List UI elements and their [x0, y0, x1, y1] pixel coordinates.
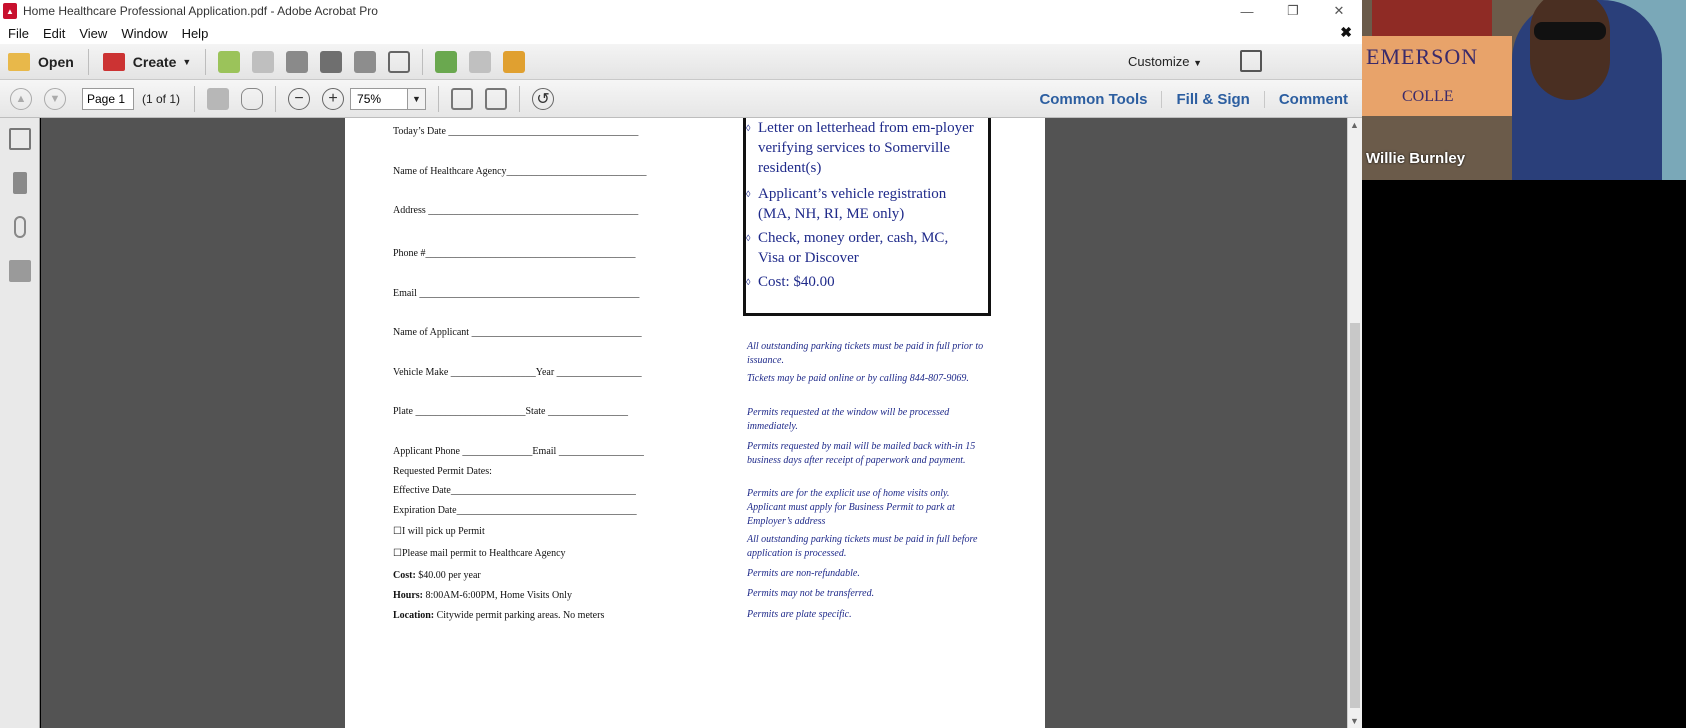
separator: [275, 86, 276, 112]
note-item: Permits may not be transferred.: [747, 588, 875, 599]
wall-poster: [1372, 0, 1492, 36]
separator: [422, 49, 423, 75]
page-count: (1 of 1): [142, 91, 181, 106]
create-label: Create: [132, 53, 177, 70]
scroll-up-icon[interactable]: ▲: [1350, 120, 1359, 130]
note-item: Permits are non-refundable.: [747, 568, 860, 579]
zoom-in-icon[interactable]: +: [322, 88, 344, 110]
customize-label: Customize: [1128, 54, 1190, 69]
email-field[interactable]: Email ____________________________________________: [393, 288, 640, 299]
signatures-icon[interactable]: [9, 260, 31, 282]
close-button[interactable]: ✕: [1333, 3, 1345, 18]
separator: [519, 86, 520, 112]
participant-head: [1530, 0, 1610, 100]
page-number-input[interactable]: [82, 88, 134, 110]
location-label: Location:: [393, 610, 435, 621]
share-icon[interactable]: [503, 51, 525, 73]
requirement-text: Letter on letterhead from em-ployer verifying services to Somerville resident(s): [758, 120, 974, 176]
scrollbar-thumb[interactable]: [1350, 323, 1360, 708]
requirement-item: [746, 118, 978, 178]
zoom-out-icon[interactable]: −: [288, 88, 310, 110]
save-icon[interactable]: [252, 51, 274, 73]
location-value: Citywide permit parking areas. No meters: [436, 610, 605, 621]
webcam-video: [1362, 0, 1686, 180]
applicant-name-field[interactable]: Name of Applicant __________________________________: [393, 327, 642, 338]
location-line: [393, 610, 604, 621]
separator: [205, 49, 206, 75]
export-icon[interactable]: [435, 51, 457, 73]
navigation-pane: [0, 118, 40, 728]
menu-help[interactable]: Help: [181, 25, 209, 41]
pdf-page[interactable]: [345, 118, 1045, 728]
pickup-checkbox[interactable]: ☐I will pick up Permit: [393, 526, 485, 537]
note-item: Permits requested by mail will be mailed back with-in 15 business days after receipt of paperwork and payment.: [747, 441, 976, 466]
scroll-down-icon[interactable]: ▼: [1350, 716, 1359, 726]
vertical-scrollbar[interactable]: [1347, 118, 1362, 728]
page-thumbnails-icon[interactable]: [9, 128, 31, 150]
agency-name-field[interactable]: Name of Healthcare Agency____________________________: [393, 166, 647, 177]
banner-text: COLLE: [1402, 88, 1454, 105]
email-icon[interactable]: [388, 51, 410, 73]
chevron-down-icon: ▼: [1193, 58, 1202, 68]
menu-file[interactable]: File: [8, 25, 29, 41]
note-item: Permits are for the explicit use of home visits only. Applicant must apply for Business Permit to park at Employer’s address: [747, 488, 955, 527]
diamond-bullet-icon: ◊: [746, 277, 751, 287]
note-item: Permits requested at the window will be processed immediately.: [747, 407, 950, 432]
hand-tool-icon[interactable]: [241, 88, 263, 110]
menu-edit[interactable]: Edit: [42, 25, 66, 41]
sunglasses: [1534, 22, 1606, 40]
window-controls: [1224, 0, 1362, 22]
cost-line: [393, 570, 481, 581]
note-item: Tickets may be paid online or by calling 844-807-9069.: [747, 373, 969, 384]
fill-sign-tab[interactable]: Fill & Sign: [1161, 91, 1263, 108]
fit-page-icon[interactable]: [485, 88, 507, 110]
minimize-button[interactable]: —: [1240, 3, 1254, 19]
separator: [438, 86, 439, 112]
open-folder-icon[interactable]: [218, 51, 240, 73]
effective-date-field[interactable]: Effective Date_____________________________________: [393, 485, 636, 496]
close-document-icon[interactable]: ✖: [1340, 24, 1352, 40]
banner-text: EMERSON: [1366, 44, 1479, 69]
diamond-bullet-icon: ◊: [746, 233, 751, 243]
expiration-date-field[interactable]: Expiration Date____________________________________: [393, 505, 637, 516]
scroll-mode-icon[interactable]: [451, 88, 473, 110]
participant-name: Willie Burnley: [1366, 150, 1466, 167]
cost-value: $40.00 per year: [418, 570, 481, 581]
diamond-bullet-icon: ◊: [746, 189, 751, 199]
vehicle-make-year-field[interactable]: Vehicle Make _________________Year _________________: [393, 367, 642, 378]
pdf-icon: ▲: [3, 3, 17, 19]
open-label: Open: [38, 53, 74, 70]
zoom-dropdown-icon[interactable]: ▼: [408, 88, 426, 110]
separator: [88, 49, 89, 75]
window-title: Home Healthcare Professional Application.pdf - Adobe Acrobat Pro: [23, 4, 378, 18]
menu-view[interactable]: View: [79, 25, 108, 41]
note-item: All outstanding parking tickets must be paid in full before application is processed.: [747, 534, 978, 559]
folder-icon: [8, 53, 30, 71]
print-icon[interactable]: [320, 51, 342, 73]
hours-line: [393, 590, 572, 601]
bookmarks-icon[interactable]: [13, 172, 27, 194]
create-button[interactable]: [95, 48, 200, 76]
main-toolbar: [0, 44, 1362, 80]
note-item: All outstanding parking tickets must be paid in full prior to issuance.: [747, 341, 984, 366]
title-bar: [0, 0, 1362, 22]
requirement-text: Check, money order, cash, MC, Visa or Discover: [758, 230, 949, 266]
read-mode-icon[interactable]: ↺: [532, 88, 554, 110]
menu-window[interactable]: Window: [121, 25, 168, 41]
requirements-box: [743, 118, 991, 316]
requested-dates-heading: Requested Permit Dates:: [393, 466, 492, 477]
requirement-text: Applicant’s vehicle registration (MA, NH, RI, ME only): [758, 186, 947, 222]
select-tool-icon[interactable]: [207, 88, 229, 110]
diamond-bullet-icon: ◊: [746, 123, 751, 133]
todays-date-field[interactable]: Today’s Date ______________________________________: [393, 126, 639, 137]
requirement-text: Cost: $40.00: [758, 274, 835, 290]
zoom-input[interactable]: [350, 88, 408, 110]
upload-cloud-icon[interactable]: [286, 51, 308, 73]
restore-button[interactable]: ❐: [1287, 3, 1299, 18]
previous-page-icon[interactable]: ▲: [10, 88, 32, 110]
menu-bar: [0, 22, 1362, 44]
attachments-icon[interactable]: [14, 216, 26, 238]
task-panes: [1025, 80, 1362, 118]
requirement-item: [746, 228, 978, 268]
customize-button[interactable]: [1128, 54, 1202, 69]
combine-icon[interactable]: [469, 51, 491, 73]
comment-tab[interactable]: Comment: [1264, 91, 1362, 108]
address-field[interactable]: Address __________________________________________: [393, 205, 639, 216]
chevron-down-icon: ▼: [182, 56, 192, 67]
phone-field[interactable]: Phone #__________________________________________: [393, 248, 636, 259]
hours-value: 8:00AM-6:00PM, Home Visits Only: [425, 590, 572, 601]
separator: [194, 86, 195, 112]
expand-icon[interactable]: [1240, 50, 1262, 72]
edit-icon[interactable]: [354, 51, 376, 73]
plate-state-field[interactable]: Plate ______________________State ________________: [393, 406, 628, 417]
hours-label: Hours:: [393, 590, 423, 601]
create-pdf-icon: [103, 53, 125, 71]
mail-checkbox[interactable]: ☐Please mail permit to Healthcare Agency: [393, 548, 566, 559]
requirement-item: [746, 272, 978, 292]
open-button[interactable]: [0, 48, 82, 76]
cost-label: Cost:: [393, 570, 416, 581]
next-page-icon[interactable]: ▼: [44, 88, 66, 110]
applicant-phone-email-field[interactable]: Applicant Phone ______________Email _________________: [393, 446, 644, 457]
requirement-item: [746, 184, 978, 224]
note-item: Permits are plate specific.: [747, 609, 852, 620]
common-tools-tab[interactable]: Common Tools: [1039, 90, 1148, 108]
document-area[interactable]: [41, 118, 1347, 728]
navigation-toolbar: [0, 80, 1362, 118]
